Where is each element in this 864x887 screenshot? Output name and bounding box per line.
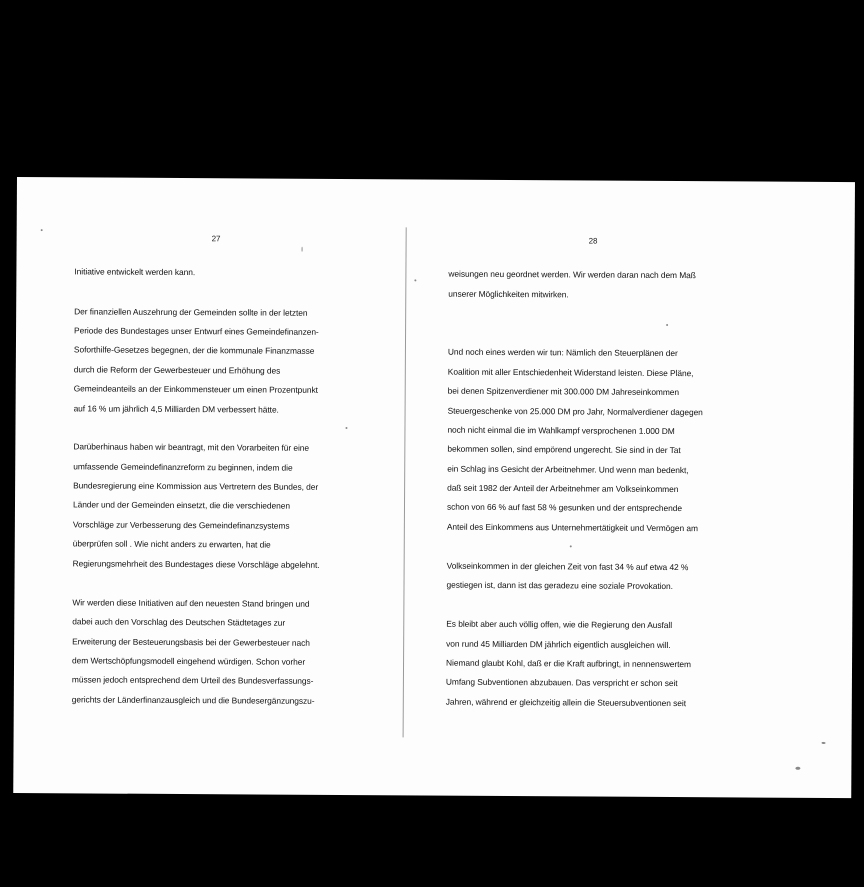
text-line: von rund 45 Milliarden DM jährlich eigentlich ausgleichen will. bbox=[446, 638, 671, 651]
text-line: gerichts der Länderfinanzausgleich und die Bundesergänzungszu- bbox=[71, 694, 315, 706]
text-line: Niemand glaubt Kohl, daß er die Kraft aufbringt, in nennenswertem bbox=[446, 657, 691, 670]
text-line: bei denen Spitzenverdiener mit 300.000 DM Jahreseinkommen bbox=[447, 385, 680, 398]
scan-speck bbox=[345, 427, 347, 429]
scanned-page-spread bbox=[13, 177, 855, 798]
scan-speck bbox=[666, 324, 668, 326]
left-page bbox=[71, 177, 375, 706]
scan-speck bbox=[570, 545, 572, 547]
text-line: auf 16 % um jährlich 4,5 Milliarden DM verbessert hätte. bbox=[73, 403, 279, 415]
text-line: Periode des Bundestages unser Entwurf eines Gemeindefinanzen- bbox=[74, 325, 319, 337]
text-line: umfassende Gemeindefinanzreform zu beginnen, indem die bbox=[73, 461, 293, 473]
text-line: dabei auch den Vorschlag des Deutschen Städtetages zur bbox=[72, 616, 286, 628]
text-line: schon von 66 % auf fast 58 % gesunken und der entsprechende bbox=[446, 501, 683, 514]
text-line: gestiegen ist, dann ist das geradezu eine soziale Provokation. bbox=[446, 579, 673, 592]
scan-speck bbox=[822, 742, 826, 744]
text-line: Darüberhinaus haben wir beantragt, mit den Vorarbeiten für eine bbox=[73, 441, 310, 453]
right-page bbox=[445, 180, 749, 709]
text-line: Steuergeschenke von 25.000 DM pro Jahr, Normalverdiener dagegen bbox=[447, 405, 703, 418]
text-line: Soforthilfe-Gesetzes begegnen, der die kommunale Finanzmasse bbox=[73, 344, 315, 356]
text-line: Volkseinkommen in der gleichen Zeit von fast 34 % auf etwa 42 % bbox=[446, 560, 689, 573]
page-fold bbox=[403, 227, 407, 737]
text-line: Und noch eines werden wir tun: Nämlich den Steuerplänen der bbox=[447, 346, 678, 359]
text-line: Länder und der Gemeinden einsetzt, die die verschiedenen bbox=[72, 499, 290, 511]
text-line: Regierungsmehrheit des Bundestages diese Vorschläge abgelehnt. bbox=[72, 558, 320, 570]
text-line: überprüfen soll . Wie nicht anders zu erwarten, hat die bbox=[72, 538, 271, 550]
text-line: bekommen sollen, sind empörend ungerecht. Sie sind in der Tat bbox=[447, 443, 681, 456]
text-line: Koalition mit aller Entschiedenheit Widerstand leisten. Diese Pläne, bbox=[447, 366, 694, 379]
text-line: Jahren, während er gleichzeitig allein die Steuersubventionen seit bbox=[445, 696, 687, 709]
text-line: Umfang Subventionen abzubauen. Das verspricht er schon seit bbox=[445, 676, 678, 689]
text-line: Der finanziellen Auszehrung der Gemeinden sollte in der letzten bbox=[74, 306, 308, 318]
text-line: durch die Reform der Gewerbesteuer und Erhöhung des bbox=[73, 364, 281, 376]
page-number: 27 bbox=[211, 234, 221, 244]
text-line: Wir werden diese Initiativen auf den neuesten Stand bringen und bbox=[72, 597, 310, 609]
text-line: Initiative entwickelt werden kann. bbox=[74, 266, 196, 278]
scan-speck bbox=[414, 279, 416, 281]
text-line: Es bleibt aber auch völlig offen, wie die Regierung den Ausfall bbox=[446, 618, 673, 631]
text-line: noch nicht einmal die im Wahlkampf versprochenen 1.000 DM bbox=[447, 424, 675, 437]
scan-speck bbox=[41, 229, 43, 231]
scan-speck bbox=[302, 247, 303, 252]
text-line: dem Wertschöpfungsmodell eingehend würdigen. Schon vorher bbox=[72, 655, 306, 667]
text-line: Vorschläge zur Verbesserung des Gemeindefinanzsystems bbox=[72, 519, 290, 531]
text-line: Gemeindeanteils an der Einkommensteuer um einen Prozentpunkt bbox=[73, 383, 318, 395]
text-line: unserer Möglichkeiten mitwirken. bbox=[448, 288, 569, 300]
text-line: Bundesregierung eine Kommission aus Vertretern des Bundes, der bbox=[73, 480, 319, 492]
page-number: 28 bbox=[588, 236, 598, 246]
text-line: weisungen neu geordnet werden. Wir werden daran nach dem Maß bbox=[448, 268, 696, 281]
text-line: Erweiterung der Besteuerungsbasis bei der Gewerbesteuer nach bbox=[72, 636, 310, 648]
text-line: Anteil des Einkommens aus Unternehmertätigkeit und Vermögen am bbox=[446, 521, 698, 534]
text-line: ein Schlag ins Gesicht der Arbeitnehmer. Und wenn man bedenkt, bbox=[447, 463, 689, 476]
text-line: daß seit 1982 der Anteil der Arbeitnehmer am Volkseinkommen bbox=[447, 482, 679, 495]
scan-speck bbox=[795, 767, 800, 770]
text-line: müssen jedoch entsprechend dem Urteil des Bundesverfassungs- bbox=[71, 674, 314, 686]
